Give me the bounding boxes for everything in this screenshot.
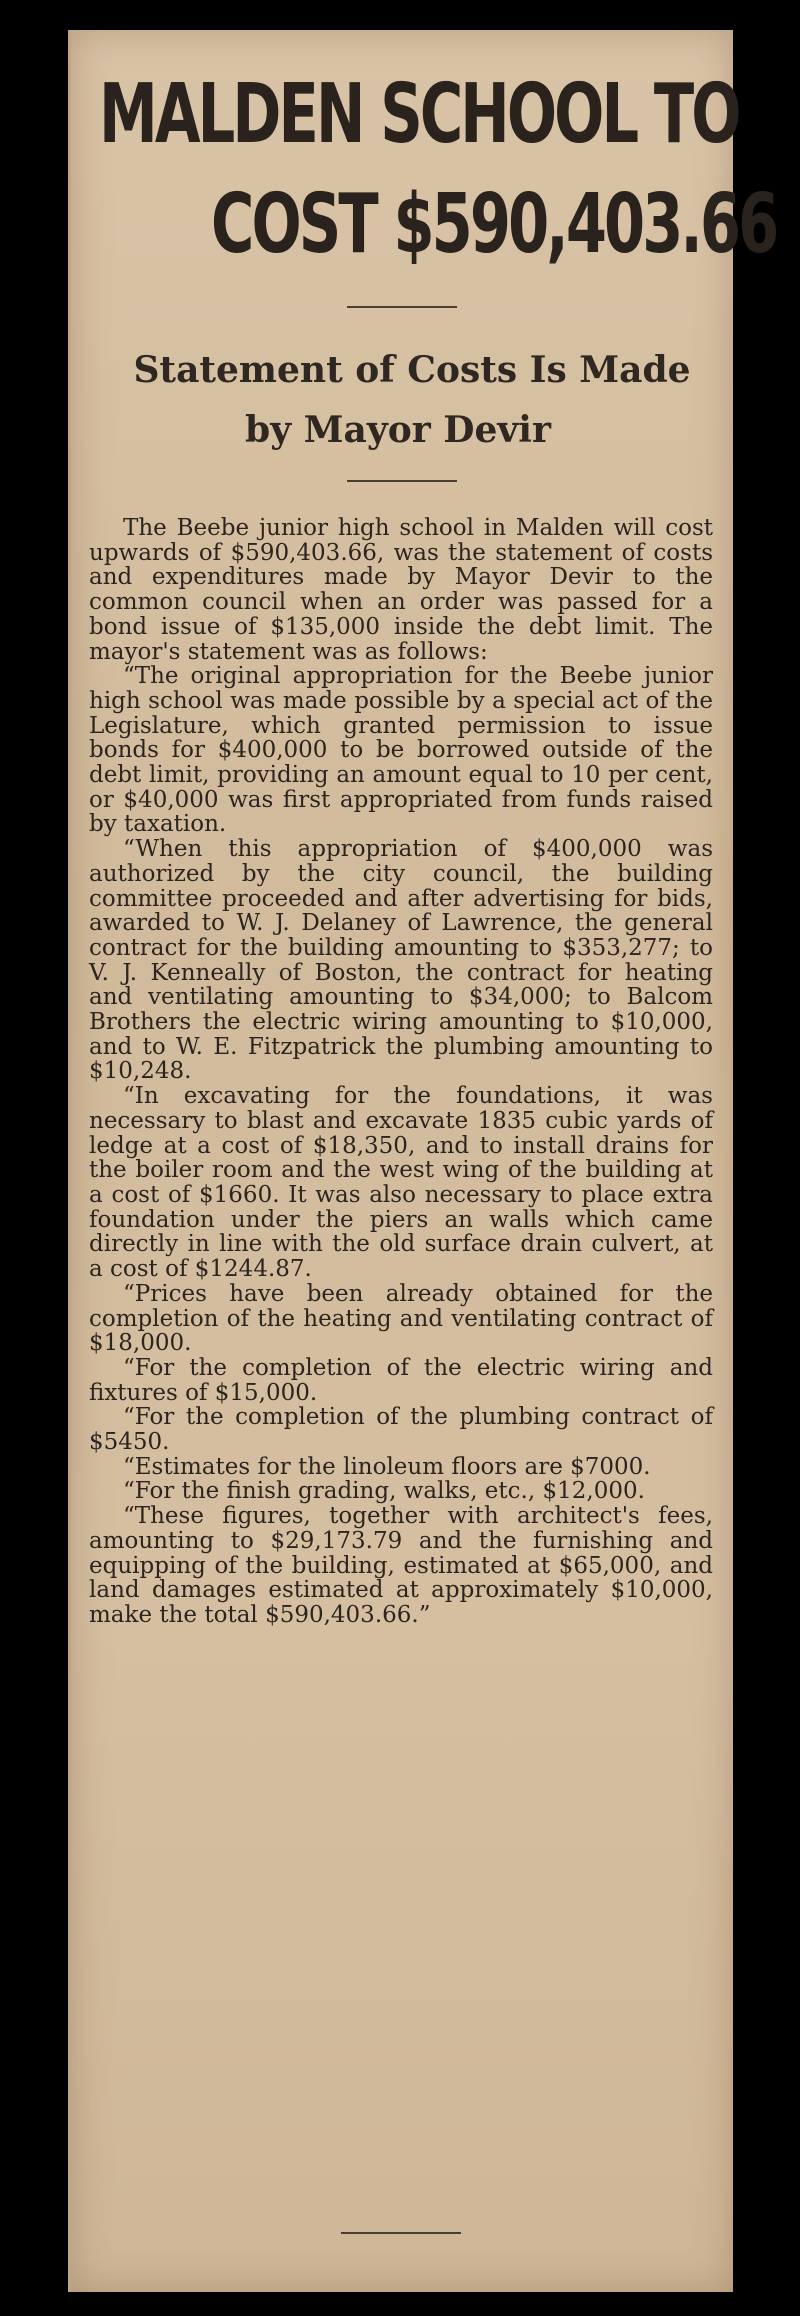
- subhead-line-1: Statement of Costs Is Made: [133, 349, 691, 391]
- paragraph-3: “When this appropriation of $400,000 was authorized by the city council, the building committee proceeded and after advertising for bids, awarded to W. J. Delaney of Lawrence, the general contract for the building amounting to $353,277; to V. J. Kenneally of Boston, the contract for heating and ventilating amounting to $34,000; to Balcom Brothers the electric wiring amounting to $10,000, and to W. E. Fitzpatrick the plumbing amounting to $10,248.: [89, 836, 713, 1085]
- paragraph-7: “For the completion of the plumbing contract of $5450.: [89, 1404, 713, 1456]
- article-body: [89, 516, 713, 1628]
- paragraph-10: “These figures, together with architect's fees, amounting to $29,173.79 and the furnishing and equipping of the building, estimated at $65,000, and land damages estimated at approximately $10,000, make the total $590,403.66.”: [89, 1503, 713, 1628]
- headline-line-1: MALDEN SCHOOL TO: [99, 67, 739, 162]
- paragraph-4: “In excavating for the foundations, it was necessary to blast and excavate 1835 cubic yards of ledge at a cost of $18,350, and to install drains for the boiler room and the west wing of the building at a cost of $1660. It was also necessary to place extra foundation under the piers an walls which came directly in line with the old surface drain culvert, at a cost of $1244.87.: [89, 1083, 713, 1283]
- divider-rule-top: [347, 306, 457, 308]
- paragraph-5: “Prices have been already obtained for the completion of the heating and ventilating contract of $18,000.: [89, 1280, 713, 1357]
- divider-rule-bottom: [341, 2232, 461, 2234]
- paragraph-8: “Estimates for the linoleum floors are $7000.: [123, 1453, 651, 1480]
- newspaper-clipping: [68, 30, 777, 2292]
- headline-line-2: COST $590,403.66: [211, 177, 777, 272]
- divider-rule-middle: [347, 480, 457, 482]
- paragraph-6: “For the completion of the electric wiring and fixtures of $15,000.: [89, 1354, 713, 1406]
- paragraph-1: The Beebe junior high school in Malden will cost upwards of $590,403.66, was the statement of costs and expenditures made by Mayor Devir to the common council when an order was passed for a bond issue of $135,000 inside the debt limit. The mayor's statement was as follows:: [89, 515, 713, 665]
- paragraph-9: “For the finish grading, walks, etc., $12,000.: [123, 1478, 645, 1505]
- paragraph-2: “The original appropriation for the Beebe junior high school was made possible by a special act of the Legislature, which granted permission to issue bonds for $400,000 to be borrowed outside of the debt limit, providing an amount equal to 10 per cent, or $40,000 was first appropriated from funds raised by taxation.: [89, 663, 713, 838]
- subhead-line-2: by Mayor Devir: [245, 409, 551, 451]
